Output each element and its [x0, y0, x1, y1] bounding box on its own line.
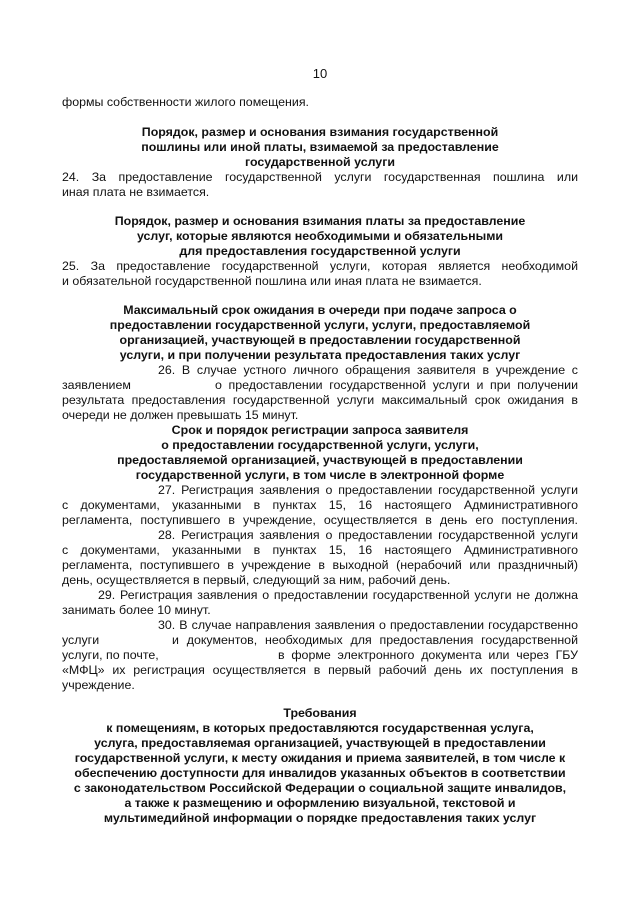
- text-line: регламента, поступившего в учреждение, осуществляется в день его поступления.: [62, 513, 578, 527]
- text-line: в форме электронного документа или через ГБУ: [278, 648, 578, 662]
- text-line: 27. Регистрация заявления о предоставлении государственной услуги: [158, 483, 578, 497]
- text-line: 25. За предоставление государственной услуги, которая является необходимой: [62, 259, 578, 273]
- text-line: день, осуществляется в первый, следующий за ним, рабочий день.: [62, 573, 451, 587]
- section-heading: государственной услуги: [245, 155, 395, 169]
- section-heading: обеспечению доступности для инвалидов указанных объектов в соответствии: [74, 766, 566, 780]
- text-line: результата предоставления государственной услуги максимальный срок ожидания в: [62, 393, 578, 407]
- section-heading: о предоставлении государственной услуги, услуги,: [161, 438, 479, 452]
- text-line: 30. В случае направления заявления о предоставлении государственно: [158, 618, 578, 632]
- text-line: с документами, указанными в пунктах 15, 16 настоящего Административного: [62, 498, 578, 512]
- section-heading: для предоставления государственной услуги: [179, 244, 461, 258]
- section-heading: Максимальный срок ожидания в очереди при подаче запроса о: [123, 303, 517, 317]
- text-line: услуги: [62, 633, 100, 647]
- section-heading: а также к размещению и оформлению визуальной, текстовой и: [124, 796, 516, 810]
- section-heading: услуга, предоставляемая организацией, участвующей в предоставлении: [94, 736, 546, 750]
- text-line: 26. В случае устного личного обращения заявителя в учреждение с: [158, 363, 578, 377]
- section-heading: мультимедийной информации о порядке предоставления таких услуг: [103, 811, 537, 825]
- section-heading: предоставляемой организацией, участвующей в предоставлении: [117, 453, 523, 467]
- section-heading: предоставлении государственной услуги, услуги, предоставляемой: [109, 318, 531, 332]
- text-line: о предоставлении государственной услуги и при получении: [215, 378, 578, 392]
- section-heading: Порядок, размер и основания взимания платы за предоставление: [114, 214, 526, 228]
- text-line: иная плата не взимается.: [62, 185, 210, 199]
- section-heading: с законодательством Российской Федерации о социальной защите инвалидов,: [73, 781, 567, 795]
- section-heading: Срок и порядок регистрации запроса заявителя: [171, 423, 469, 437]
- text-line: услуги, по почте,: [62, 648, 159, 662]
- section-heading: к помещениям, в которых предоставляются государственная услуга,: [106, 721, 534, 735]
- section-heading: государственной услуги, к месту ожидания и приема заявителей, в том числе к: [74, 751, 566, 765]
- section-heading: услуг, которые являются необходимыми и обязательными: [136, 229, 504, 243]
- section-heading: Порядок, размер и основания взимания государственной: [141, 125, 499, 139]
- text-line: и документов, необходимых для предоставления государственной: [172, 633, 578, 647]
- text-line: с документами, указанными в пунктах 15, 16 настоящего Административного: [62, 543, 578, 557]
- text-line: занимать более 10 минут.: [62, 603, 211, 617]
- text-line: очереди не должен превышать 15 минут.: [62, 408, 299, 422]
- text-line: 28. Регистрация заявления о предоставлении государственной услуги: [158, 528, 578, 542]
- text-line: формы собственности жилого помещения.: [62, 95, 309, 109]
- text-line: «МФЦ» их регистрация осуществляется в первый рабочий день их поступления в: [62, 663, 578, 677]
- section-heading: пошлины или иной платы, взимаемой за предоставление: [141, 140, 499, 154]
- text-line: 29. Регистрация заявления о предоставлении государственной услуги не должна: [98, 588, 578, 602]
- section-heading: услуги, и при получении результата предоставления таких услуг: [119, 348, 521, 362]
- text-line: заявлением: [62, 378, 131, 392]
- section-heading: государственной услуги, в том числе в электронной форме: [135, 468, 505, 482]
- page-number: 10: [312, 66, 328, 81]
- text-line: 24. За предоставление государственной услуги государственная пошлина или: [62, 170, 578, 184]
- text-line: учреждение.: [62, 678, 135, 692]
- section-heading: Требования: [283, 706, 357, 720]
- section-heading: организацией, участвующей в предоставлении государственной: [119, 333, 521, 347]
- text-line: регламента, поступившего в учреждение в выходной (нерабочий или праздничный): [62, 558, 578, 572]
- text-line: и обязательной государственной пошлина или иная плата не взимается.: [62, 274, 482, 288]
